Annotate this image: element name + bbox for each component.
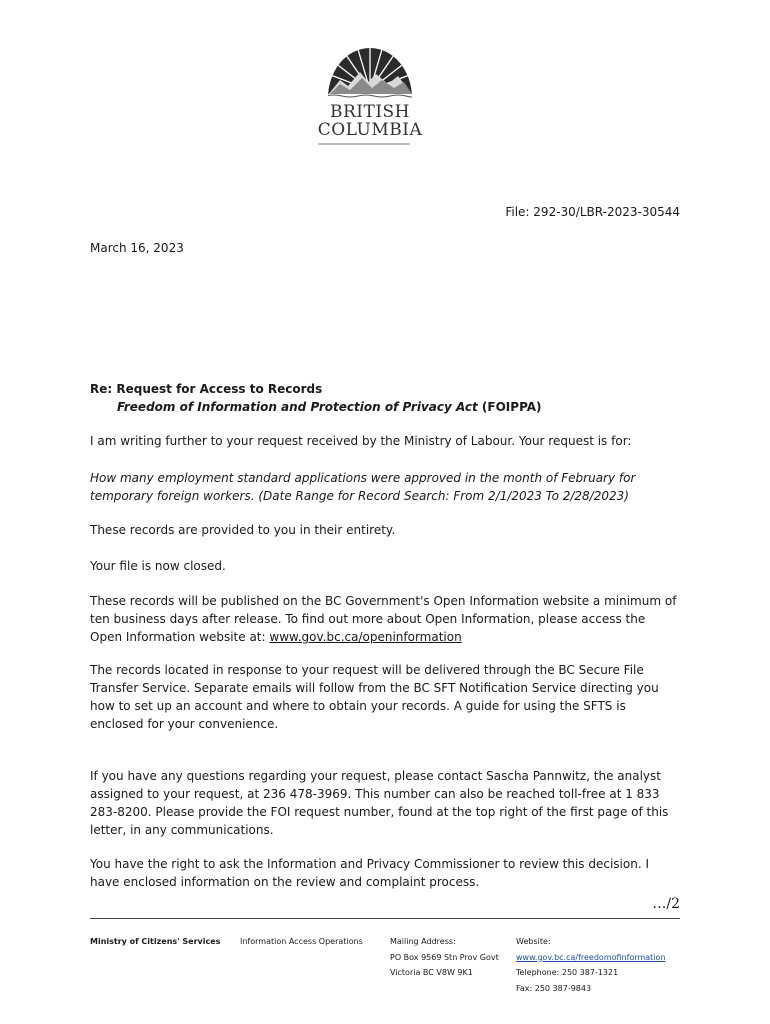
letterhead-line2: COLUMBIA [317, 120, 423, 140]
paragraph-closed: Your file is now closed. [90, 559, 226, 573]
paragraph-review-rights: You have the right to ask the Information and Privacy Commissioner to review this decision. I have enclosed information on the review and complaint process. [90, 857, 649, 889]
paragraph-secure-file-transfer: The records located in response to your request will be delivered through the BC Secure File Transfer Service. Separate emails will follow from the BC SFT Notification Service directing you how to set up an account and where to obtain your records. A guide for using the SFTS is enclosed for your convenience. [90, 663, 659, 731]
mailing-label: Mailing Address: [390, 937, 456, 946]
letterhead-rule [318, 143, 410, 145]
act-abbreviation: (FOIPPA) [477, 400, 542, 414]
ministry-name: Ministry of Citizens' Services [90, 937, 221, 946]
paragraph-intro: I am writing further to your request received by the Ministry of Labour. Your request is for: [90, 434, 632, 448]
subject-block [90, 380, 680, 416]
letterhead-line1: BRITISH [329, 102, 411, 122]
paragraph-entirety: These records are provided to you in their entirety. [90, 523, 396, 537]
file-reference: File: 292-30/LBR-2023-30544 [505, 205, 680, 219]
request-quote: How many employment standard applications were approved in the month of February for temporary foreign workers. (Date Range for Record Search: From 2/1/2023 To 2/28/2023) [90, 471, 636, 503]
mailing-line1: PO Box 9569 Stn Prov Govt [390, 952, 499, 962]
branch-name: Information Access Operations [240, 937, 363, 946]
website-link[interactable]: www.gov.bc.ca/freedomofinformation [516, 952, 666, 962]
footer-mailing-address [390, 934, 499, 981]
act-name: Freedom of Information and Protection of Privacy Act [117, 400, 478, 414]
fax: Fax: 250 387-9843 [516, 983, 592, 993]
letter-date: March 16, 2023 [90, 241, 184, 255]
mailing-line2: Victoria BC V8W 9K1 [390, 968, 473, 977]
open-information-text: These records will be published on the BC Government's Open Information website a minimum of ten business days after release. To find out more about Open Information, please access the Open Information website at: [90, 594, 677, 644]
page-continuation: …/2 [652, 896, 680, 912]
footer-contact [516, 934, 666, 996]
footer-divider [90, 918, 680, 919]
footer-ministry [90, 934, 220, 950]
sun-mountains-icon [310, 44, 430, 102]
paragraph-contact: If you have any questions regarding your request, please contact Sascha Pannwitz, the analyst assigned to your request, at 236 478-3969. This number can also be reached toll-free at 1 833 283-8200. Please provide the FOI request number, found at the top right of the first page of this letter, in any communications. [90, 769, 669, 837]
website-label: Website: [516, 937, 551, 946]
subject-title: Re: Request for Access to Records [90, 382, 323, 396]
bc-government-logo [310, 44, 430, 148]
footer-branch [240, 934, 363, 950]
telephone: Telephone: 250 387-1321 [516, 968, 619, 977]
paragraph-open-information [90, 592, 680, 646]
subject-act [90, 398, 680, 416]
open-information-link[interactable]: www.gov.bc.ca/openinformation [269, 630, 462, 644]
